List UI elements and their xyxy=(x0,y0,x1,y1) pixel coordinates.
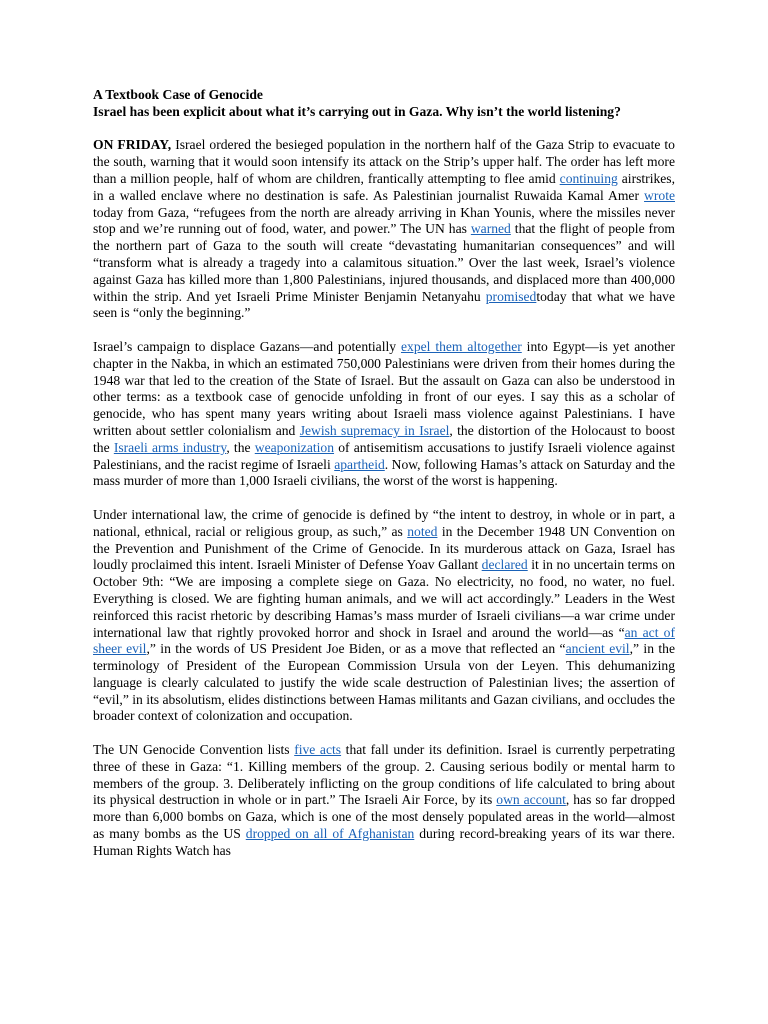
paragraph xyxy=(93,742,675,860)
body-text: , has so far dropped more than 6,000 bombs on Gaza, which is one of the most densely populated areas in the world—almost as many bombs as the US xyxy=(93,792,675,842)
body-text: , the xyxy=(226,439,255,455)
inline-link[interactable]: noted xyxy=(407,523,438,539)
paragraph xyxy=(93,507,675,725)
body-text: Israel’s campaign to displace Gazans—and potentially xyxy=(93,338,401,354)
body-text: it in no uncertain terms on October 9th: “We are imposing a complete siege on Gaza. No electricity, no food, no water, no fuel. Everything is closed. We are fighting human animals, and we will act accordingly.” Leaders in the West reinforced this racist rhetoric by describing Hamas’s mass murder of Israeli civilians—a war crime under international law that rightly provoked horror and shock in Israel and around the world—as “ xyxy=(93,557,675,640)
inline-link[interactable]: Israeli arms industry xyxy=(113,439,227,455)
inline-link[interactable]: five acts xyxy=(294,742,342,758)
body-text: that the flight of people from the northern part of Gaza to the south will create “devastating humanitarian consequences” and will “transform what is already a tragedy into a calamitous situation.” Over the last week, Israel’s violence against Gaza has killed more than 1,800 Palestinians, injured thousands, and displaced more than 400,000 within the strip. And yet Israeli Prime Minister Benjamin Netanyahu xyxy=(93,221,675,304)
lead-in-text: ON FRIDAY, xyxy=(93,137,172,153)
article-body xyxy=(93,137,675,859)
body-text: ,” in the terminology of President of the European Commission Ursula von der Leyen. This dehumanizing language is clearly calculated to justify the wide scale destruction of Palestinian lives; the assertion of “evil,” in its absolutism, elides distinctions between Hamas militants and Gazan civilians, and occludes the broader context of colonization and occupation. xyxy=(93,641,675,724)
inline-link[interactable]: apartheid xyxy=(334,456,385,472)
body-text: of antisemitism accusations to justify Israeli violence against Palestinians, and the racist regime of Israeli xyxy=(93,439,675,472)
body-text: Israel ordered the besieged population in the northern half of the Gaza Strip to evacuate to the south, warning that it would soon intensify its attack on the Strip’s upper half. The order has left more than a million people, half of whom are children, frantically attempting to flee amid xyxy=(93,137,675,186)
body-text: during record-breaking years of its war there. Human Rights Watch has xyxy=(93,826,675,858)
paragraph xyxy=(93,137,675,322)
body-text: ,” in the words of US President Joe Biden, or as a move that reflected an “ xyxy=(146,641,566,657)
body-text: today that what we have seen is “only the beginning.” xyxy=(93,288,675,321)
article-title: A Textbook Case of Genocide xyxy=(93,87,263,102)
body-text: The UN Genocide Convention lists xyxy=(93,742,295,758)
body-text: into Egypt—is yet another chapter in the Nakba, in which an estimated 750,000 Palestinians were driven from their homes during the 1948 war that led to the creation of the State of Israel. But the assault on Gaza can also be understood in other terms: as a textbook case of genocide unfolding in front of our eyes. I say this as a scholar of genocide, who has spent many years writing about Israeli mass violence against Palestinians. I have written about settler colonialism and xyxy=(93,338,676,438)
paragraph xyxy=(93,339,675,490)
inline-link[interactable]: ancient evil xyxy=(565,641,630,657)
inline-link[interactable]: continuing xyxy=(559,170,618,186)
inline-link[interactable]: expel them altogether xyxy=(400,338,522,354)
body-text: airstrikes, in a walled enclave where no destination is safe. As Palestinian journalist Ruwaida Kamal Amer xyxy=(93,170,675,203)
inline-link[interactable]: an act of sheer evil xyxy=(93,624,675,657)
inline-link[interactable]: own account xyxy=(496,792,566,808)
inline-link[interactable]: warned xyxy=(470,221,511,237)
body-text: Under international law, the crime of genocide is defined by “the intent to destroy, in whole or in part, a national, ethnical, racial or religious group, as such,” as xyxy=(93,506,675,539)
body-text: in the December 1948 UN Convention on the Prevention and Punishment of the Crime of Genocide. In its murderous attack on Gaza, Israel has loudly proclaimed this intent. Israeli Minister of Defense Yoav Gallant xyxy=(93,523,675,573)
article-subtitle: Israel has been explicit about what it’s carrying out in Gaza. Why isn’t the world listening? xyxy=(93,103,621,119)
body-text: that fall under its definition. Israel is currently perpetrating three of these in Gaza: “1. Killing members of the group. 2. Causing serious bodily or mental harm to members of the group. 3. Deliberately inflicting on the group conditions of life calculated to bring about its physical destruction in whole or in part.” The Israeli Air Force, by its xyxy=(93,742,676,808)
inline-link[interactable]: promised xyxy=(485,288,537,304)
body-text: , the distortion of the Holocaust to boost the xyxy=(93,422,675,455)
document-page xyxy=(93,87,675,876)
body-text: . Now, following Hamas’s attack on Saturday and the mass murder of more than 1,000 Israeli civilians, the worst of the worst is happening. xyxy=(93,456,675,489)
inline-link[interactable]: Jewish supremacy in Israel xyxy=(299,422,450,438)
inline-link[interactable]: dropped on all of Afghanistan xyxy=(245,826,415,842)
inline-link[interactable]: weaponization xyxy=(254,439,335,455)
body-text: today from Gaza, “refugees from the north are already arriving in Khan Younis, where the missiles never stop and we’re running out of food, water, and power.” The UN has xyxy=(93,204,675,237)
inline-link[interactable]: declared xyxy=(481,557,528,573)
inline-link[interactable]: wrote xyxy=(644,187,675,203)
